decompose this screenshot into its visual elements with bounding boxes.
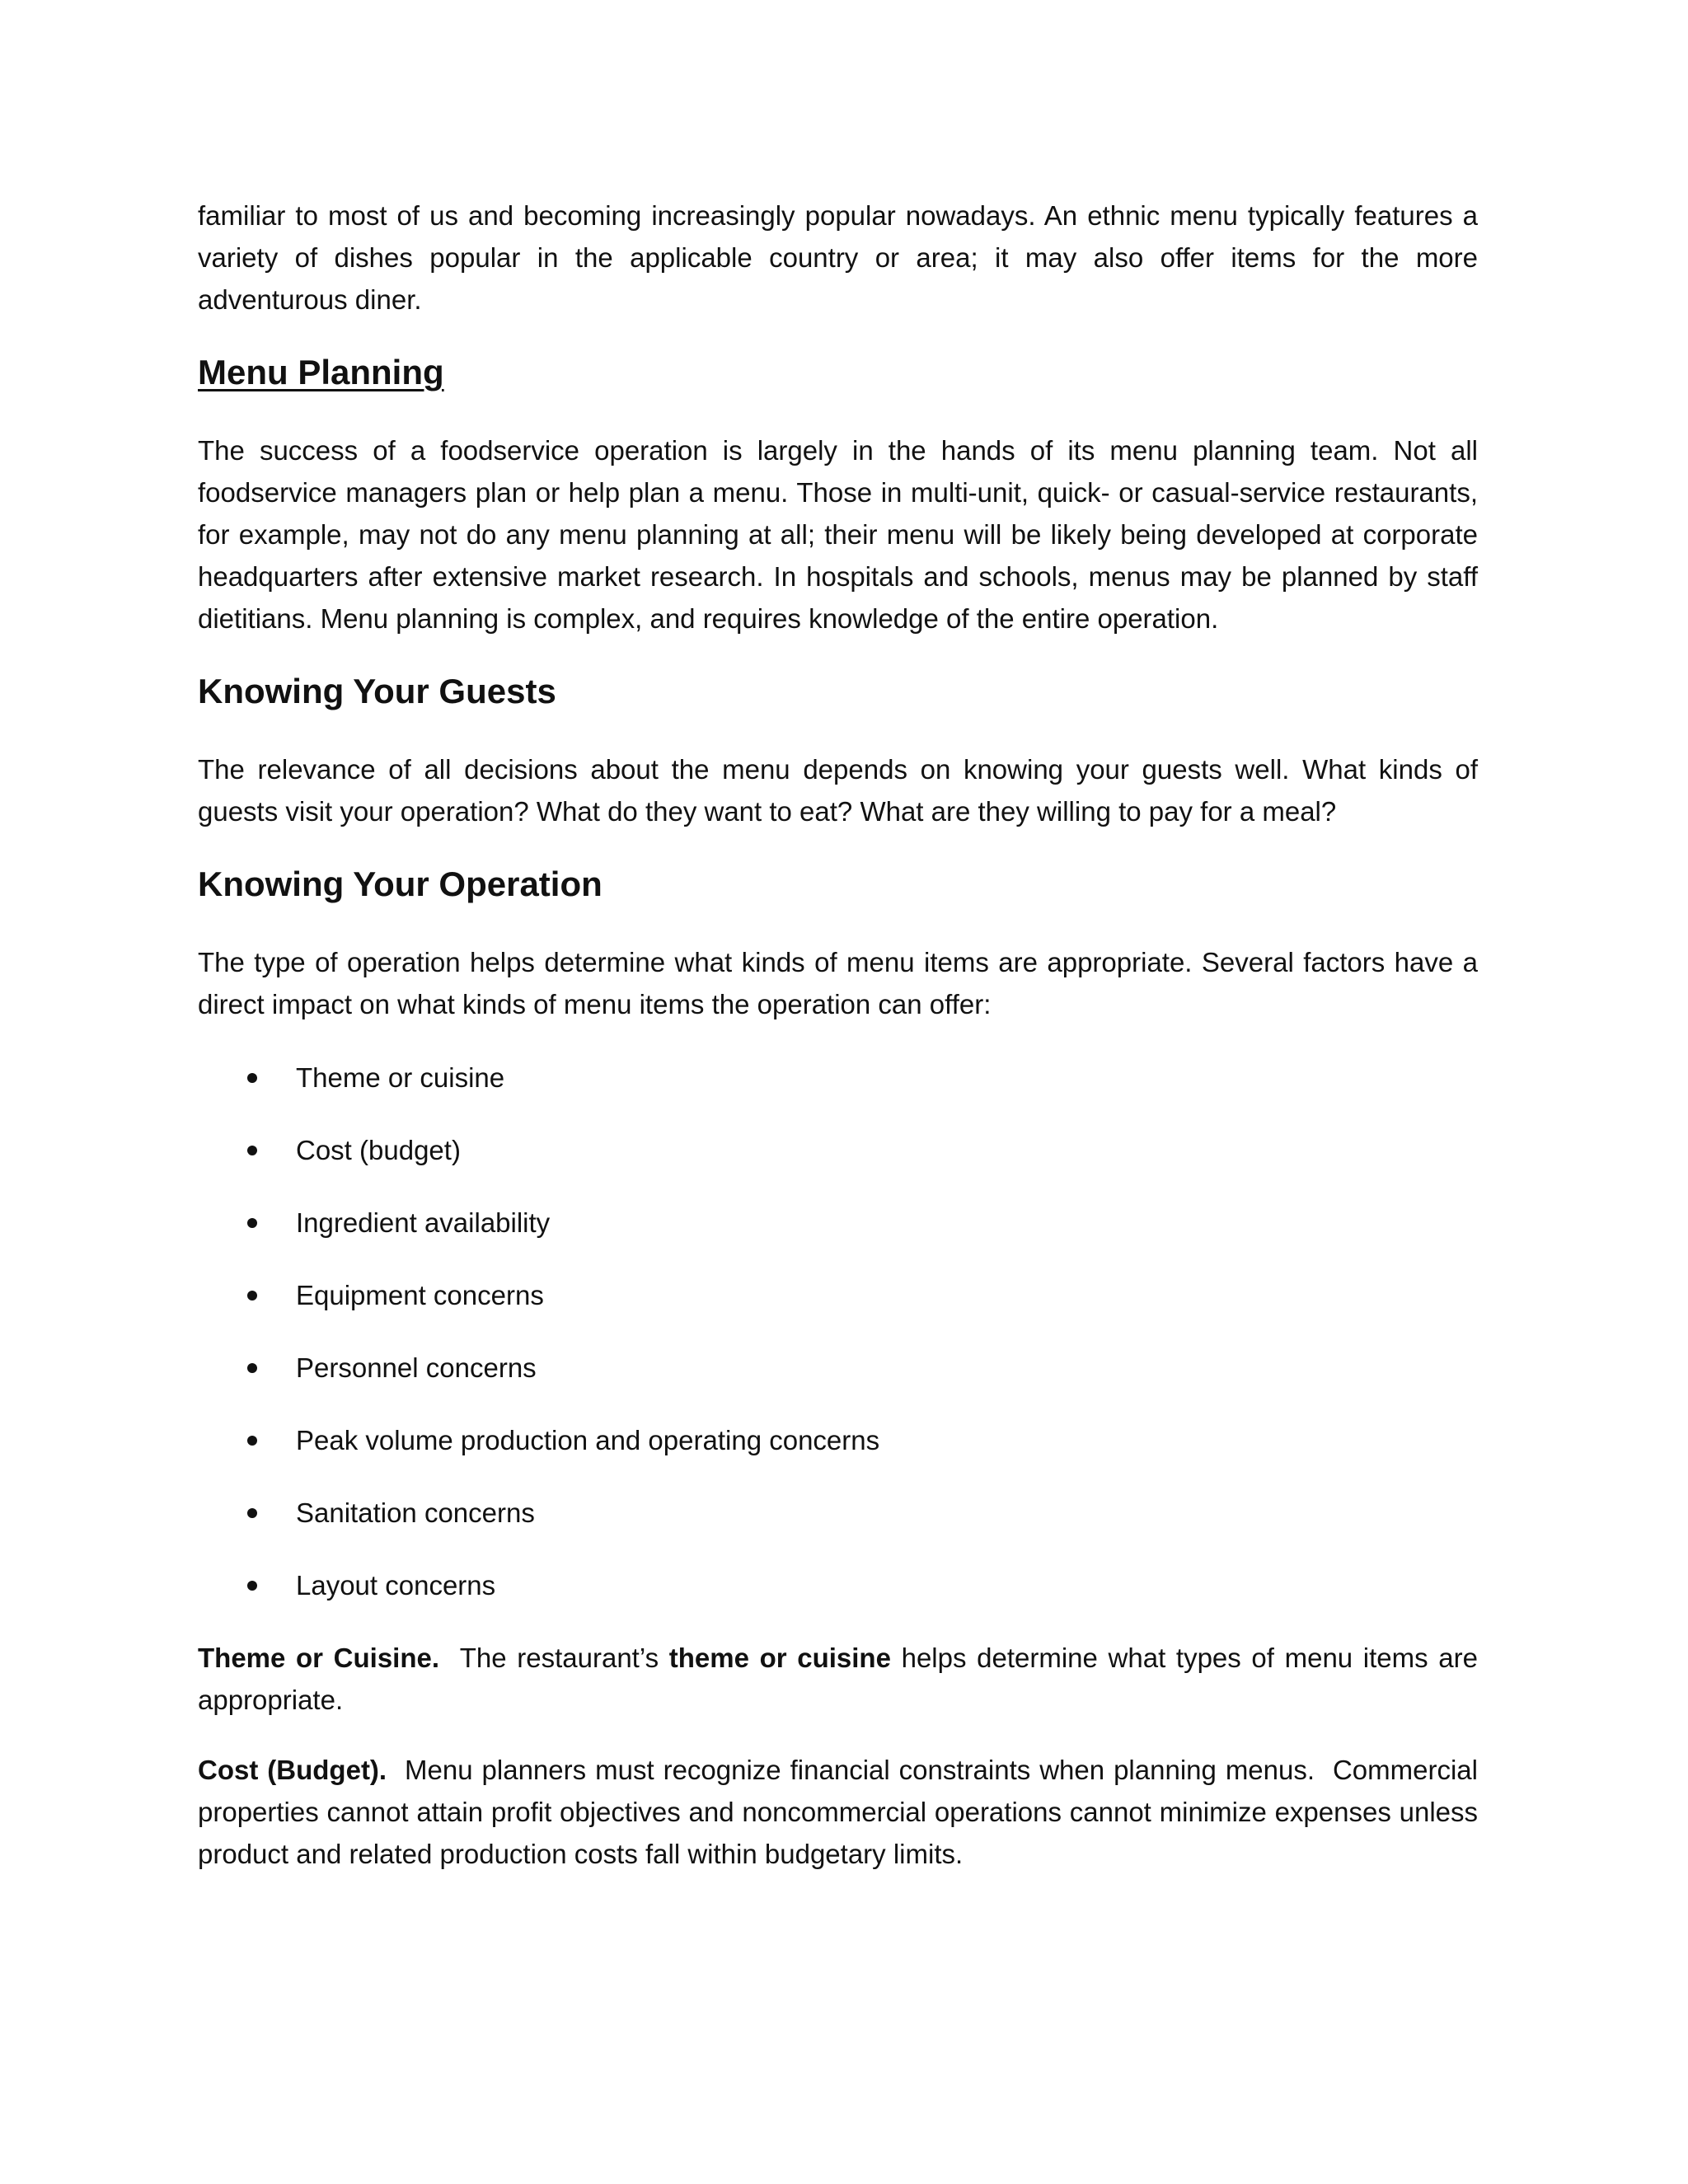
list-item [198, 1274, 1478, 1316]
theme-cuisine-bold-inline: theme or cuisine [668, 1643, 891, 1673]
bullet-icon [247, 1363, 257, 1373]
bullet-icon [247, 1146, 257, 1155]
bullet-icon [247, 1508, 257, 1518]
theme-cuisine-term: Theme or Cuisine. [198, 1643, 440, 1673]
bullet-icon [247, 1073, 257, 1083]
document-page [198, 194, 1486, 1903]
list-item [198, 1202, 1478, 1244]
list-item-label: Equipment concerns [296, 1280, 544, 1310]
theme-cuisine-text-before: The restaurant’s [439, 1643, 669, 1673]
knowing-guests-paragraph: The relevance of all decisions about the menu depends on knowing your guests well. What kinds of guests visit your operation? What do they want to eat? What are they willing to pay for a meal? [198, 754, 1478, 827]
list-item [198, 1564, 1478, 1606]
list-item-label: Personnel concerns [296, 1352, 537, 1383]
list-item-label: Sanitation concerns [296, 1497, 535, 1528]
operation-factors-list [198, 1057, 1478, 1606]
theme-cuisine-text-after: helps determine what types of menu items are appropriate. [198, 1643, 1478, 1715]
list-item-label: Ingredient availability [296, 1207, 551, 1238]
menu-planning-heading: Menu Planning [198, 353, 444, 391]
list-item-label: Peak volume production and operating concerns [296, 1425, 880, 1455]
knowing-operation-paragraph: The type of operation helps determine what kinds of menu items are appropriate. Several factors have a direct impact on what kinds of menu items the operation can offer: [198, 947, 1478, 1019]
list-item [198, 1419, 1478, 1461]
knowing-guests-heading: Knowing Your Guests [198, 672, 556, 710]
menu-planning-paragraph: The success of a foodservice operation is largely in the hands of its menu planning team. Not all foodservice managers plan or help plan a menu. Those in multi-unit, quick- or casual-service restaurants, for example, may not do any menu planning at all; their menu will be likely being developed at corporate headquarters after extensive market research. In hospitals and schools, menus may be planned by staff dietitians. Menu planning is complex, and requires knowledge of the entire operation. [198, 435, 1478, 634]
bullet-icon [247, 1436, 257, 1446]
theme-cuisine-paragraph [198, 1637, 1478, 1721]
list-item [198, 1492, 1478, 1534]
list-item [198, 1057, 1478, 1099]
knowing-operation-heading: Knowing Your Operation [198, 865, 603, 903]
list-item-label: Layout concerns [296, 1570, 496, 1601]
bullet-icon [247, 1218, 257, 1228]
cost-budget-term: Cost (Budget). [198, 1755, 387, 1785]
list-item [198, 1347, 1478, 1389]
cost-budget-paragraph [198, 1749, 1486, 1875]
list-item-label: Theme or cuisine [296, 1062, 505, 1093]
list-item [198, 1129, 1478, 1171]
cost-budget-text: Menu planners must recognize financial constraints when planning menus. Commercial properties cannot attain profit objectives and noncommercial operations cannot minimize expenses unless product and related production costs fall within budgetary limits. [198, 1755, 1486, 1869]
bullet-icon [247, 1291, 257, 1301]
list-item-label: Cost (budget) [296, 1135, 461, 1165]
intro-paragraph: familiar to most of us and becoming increasingly popular nowadays. An ethnic menu typically features a variety of dishes popular in the applicable country or area; it may also offer items for the more adventurous diner. [198, 200, 1478, 315]
bullet-icon [247, 1581, 257, 1591]
